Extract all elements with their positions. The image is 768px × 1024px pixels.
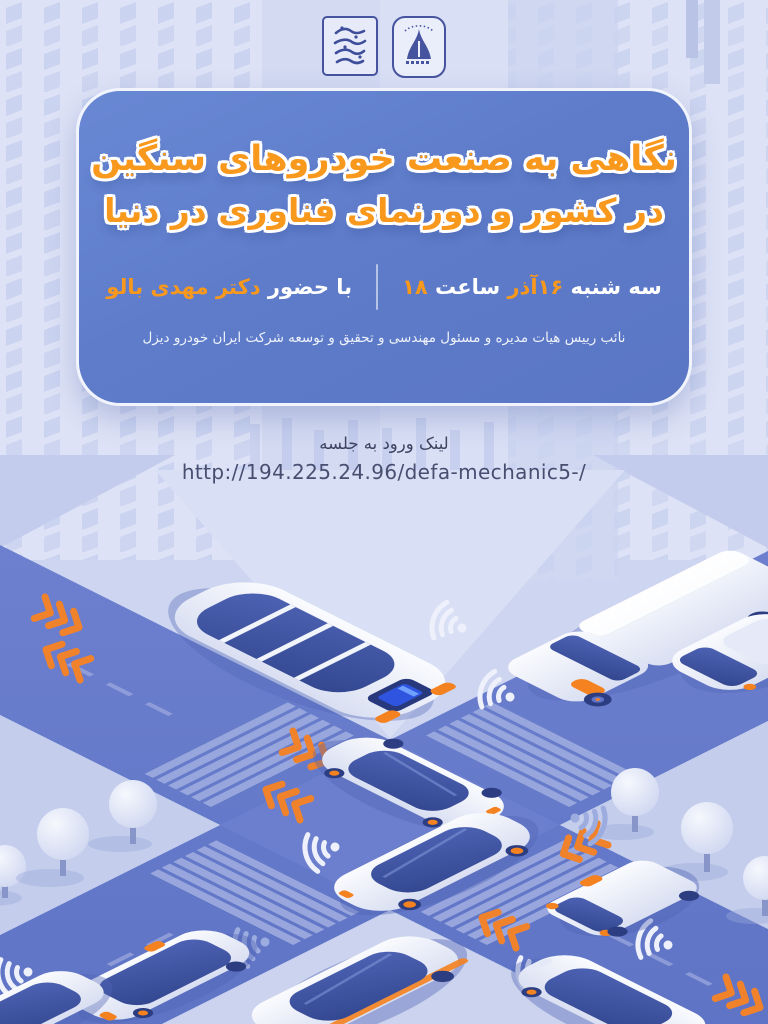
university-seal-logo xyxy=(322,16,378,76)
event-meta xyxy=(79,264,689,310)
university-calligraphy-icon xyxy=(330,23,370,69)
meta-divider xyxy=(376,264,378,310)
speaker-title: نائب رییس هیات مدیره و مسئول مهندسی و تحقیق و توسعه شرکت ایران خودرو دیزل xyxy=(142,330,626,347)
header-logos xyxy=(0,16,768,78)
event-title-line2: در کشور و دورنمای فناوری در دنیا xyxy=(104,191,664,231)
meeting-link-label: لینک ورود به جلسه xyxy=(319,434,449,453)
schedule-date: ۱۶ xyxy=(537,275,564,300)
speaker-name: دکتر مهدی بالو xyxy=(106,275,261,300)
schedule-month: آذر xyxy=(507,275,538,300)
schedule-time-word: ساعت xyxy=(435,275,501,300)
event-card xyxy=(76,88,692,406)
event-title xyxy=(79,133,689,236)
schedule-time: ۱۸ xyxy=(402,275,428,300)
cooling-tower-icon xyxy=(399,23,439,71)
event-speaker xyxy=(106,275,352,299)
event-title-line1: نگاهی به صنعت خودروهای سنگین xyxy=(91,139,677,179)
meeting-link-url[interactable]: http://194.225.24.96/defa-mechanic5-/ xyxy=(181,460,587,484)
industry-association-logo xyxy=(392,16,446,78)
presence-prefix: با حضور xyxy=(267,275,353,300)
schedule-day: سه شنبه xyxy=(570,275,662,300)
meeting-link-block xyxy=(0,434,768,484)
event-schedule xyxy=(402,275,662,299)
